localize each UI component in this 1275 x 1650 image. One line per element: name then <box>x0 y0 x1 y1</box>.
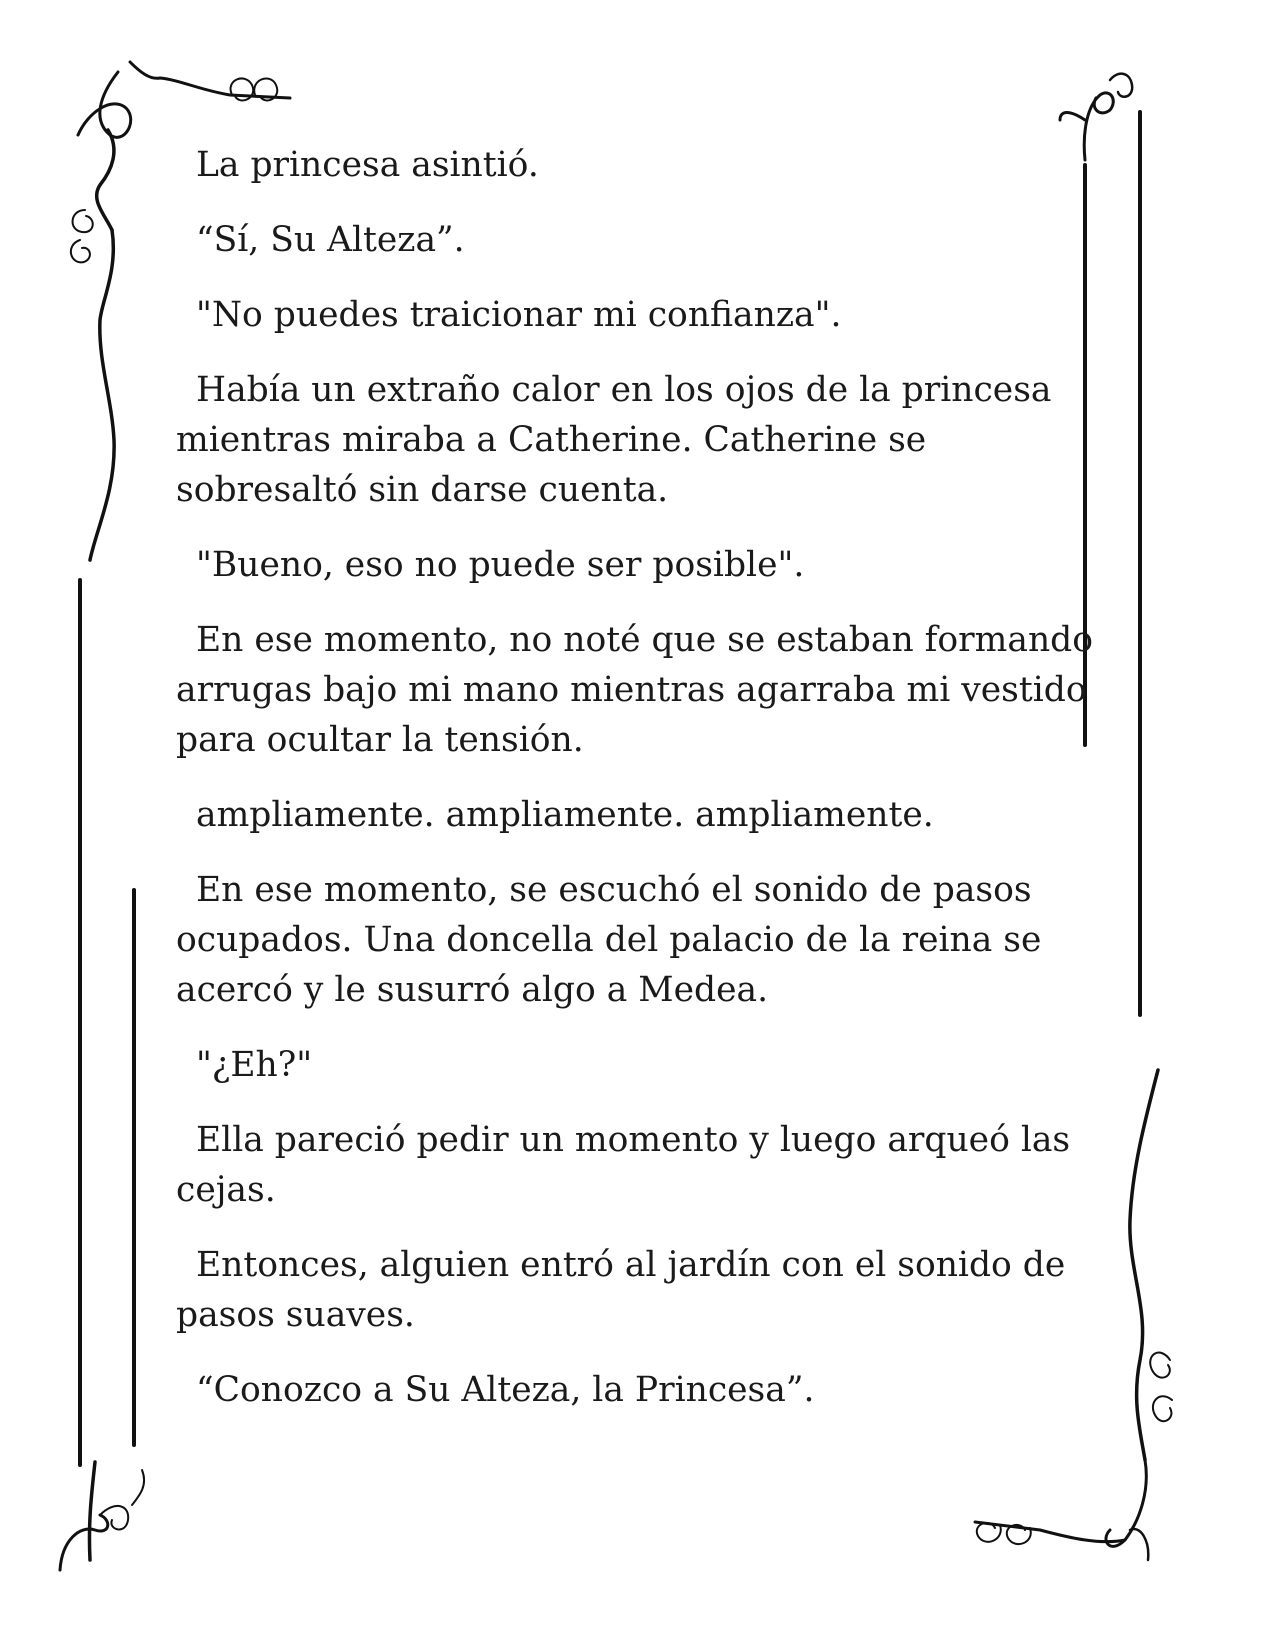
paragraph: En ese momento, se escuchó el sonido de pasos ocupados. Una doncella del palacio de la reina se acercó y le susurró algo a Medea. <box>176 870 1042 1010</box>
paragraph: Ella pareció pedir un momento y luego arqueó las cejas. <box>176 1120 1071 1210</box>
story-text <box>176 140 1116 1440</box>
paragraph: "Bueno, eso no puede ser posible". <box>196 545 805 585</box>
paragraph: Había un extraño calor en los ojos de la princesa mientras miraba a Catherine. Catherine se sobresaltó sin darse cuenta. <box>176 370 1052 510</box>
paragraph: ampliamente. ampliamente. ampliamente. <box>196 795 934 835</box>
bottom-left-flourish-icon <box>60 1462 144 1570</box>
paragraph: Entonces, alguien entró al jardín con el sonido de pasos suaves. <box>176 1245 1066 1335</box>
paragraph: La princesa asintió. <box>196 145 539 185</box>
paragraph: En ese momento, no noté que se estaban formando arrugas bajo mi mano mientras agarraba mi vestido para ocultar la tensión. <box>176 620 1094 760</box>
paragraph: “Sí, Su Alteza”. <box>196 220 465 260</box>
paragraph: "¿Eh?" <box>196 1045 313 1085</box>
paragraph: "No puedes traicionar mi confianza". <box>196 295 842 335</box>
paragraph: “Conozco a Su Alteza, la Princesa”. <box>196 1370 815 1410</box>
